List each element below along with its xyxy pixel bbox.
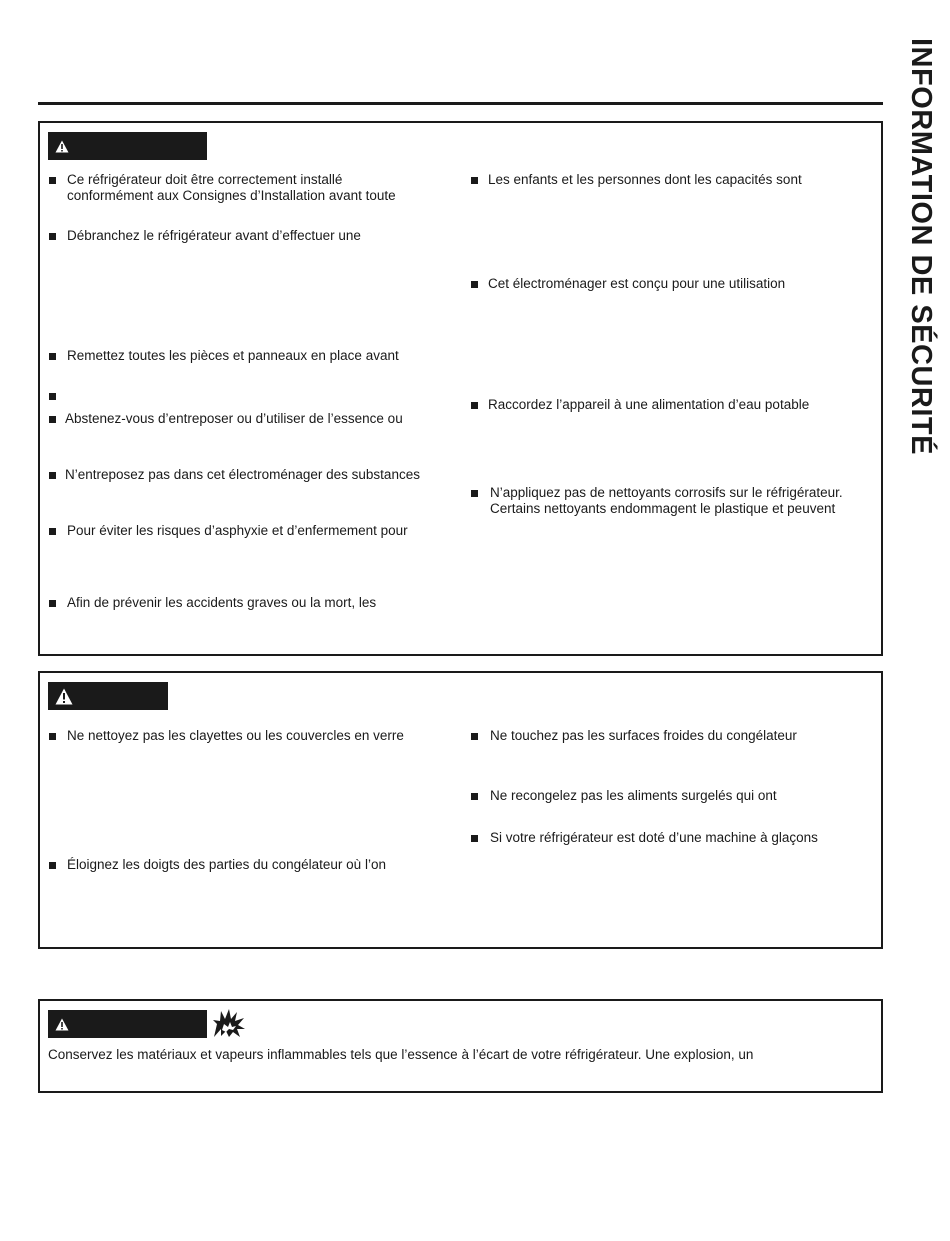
bullet-icon	[49, 177, 56, 184]
explosion-warning-banner	[48, 1010, 207, 1038]
warning-item: N’appliquez pas de nettoyants corrosifs sur le réfrigérateur. Certains nettoyants endommagent le plastique et peuvent	[490, 485, 843, 516]
bullet-icon	[471, 733, 478, 740]
bullet-icon	[49, 393, 56, 400]
warning-item: Abstenez-vous d’entreposer ou d’utiliser de l’essence ou	[65, 411, 403, 426]
warning-triangle-icon	[55, 688, 73, 705]
explosion-warning-text: Conservez les matériaux et vapeurs inflammables tels que l’essence à l’écart de votre réfrigérateur. Une explosion, un	[48, 1047, 754, 1062]
warning-item: Débranchez le réfrigérateur avant d’effectuer une	[67, 228, 361, 243]
warning-item: Les enfants et les personnes dont les capacités sont	[488, 172, 802, 187]
caution-item: Si votre réfrigérateur est doté d’une machine à glaçons	[490, 830, 818, 845]
side-title: INFORMATION DE SÉCURITÉ	[905, 38, 937, 455]
bullet-icon	[49, 528, 56, 535]
warning-item: Remettez toutes les pièces et panneaux en place avant	[67, 348, 399, 363]
caution-banner	[48, 682, 168, 710]
warning-triangle-icon	[55, 1018, 69, 1031]
caution-item: Ne nettoyez pas les clayettes ou les couvercles en verre	[67, 728, 404, 743]
warning-item: Pour éviter les risques d’asphyxie et d’enfermement pour	[67, 523, 408, 538]
caution-item: Ne recongelez pas les aliments surgelés qui ont	[490, 788, 777, 803]
caution-box	[38, 671, 883, 949]
bullet-icon	[49, 416, 56, 423]
warning-item: Raccordez l’appareil à une alimentation d’eau potable	[488, 397, 810, 412]
bullet-icon	[49, 733, 56, 740]
warning-item: N’entreposez pas dans cet électroménager des substances	[65, 467, 420, 482]
bullet-icon	[471, 177, 478, 184]
bullet-icon	[49, 600, 56, 607]
caution-item: Éloignez les doigts des parties du congélateur où l’on	[67, 857, 386, 872]
bullet-icon	[471, 490, 478, 497]
explosion-icon	[212, 1008, 246, 1038]
bullet-icon	[471, 281, 478, 288]
bullet-icon	[471, 402, 478, 409]
bullet-icon	[471, 793, 478, 800]
warning-item: Afin de prévenir les accidents graves ou la mort, les	[67, 595, 377, 610]
bullet-icon	[49, 862, 56, 869]
warning-triangle-icon	[55, 140, 69, 153]
bullet-icon	[49, 472, 56, 479]
explosion-warning-box	[38, 999, 883, 1093]
bullet-icon	[471, 835, 478, 842]
header-rule	[38, 102, 883, 105]
bullet-icon	[49, 233, 56, 240]
warning-banner	[48, 132, 207, 160]
warning-item: Ce réfrigérateur doit être correctement installé conformément aux Consignes d’Installation avant toute	[67, 172, 396, 203]
warning-item: Cet électroménager est conçu pour une utilisation	[488, 276, 786, 291]
caution-item: Ne touchez pas les surfaces froides du congélateur	[490, 728, 797, 743]
bullet-icon	[49, 353, 56, 360]
